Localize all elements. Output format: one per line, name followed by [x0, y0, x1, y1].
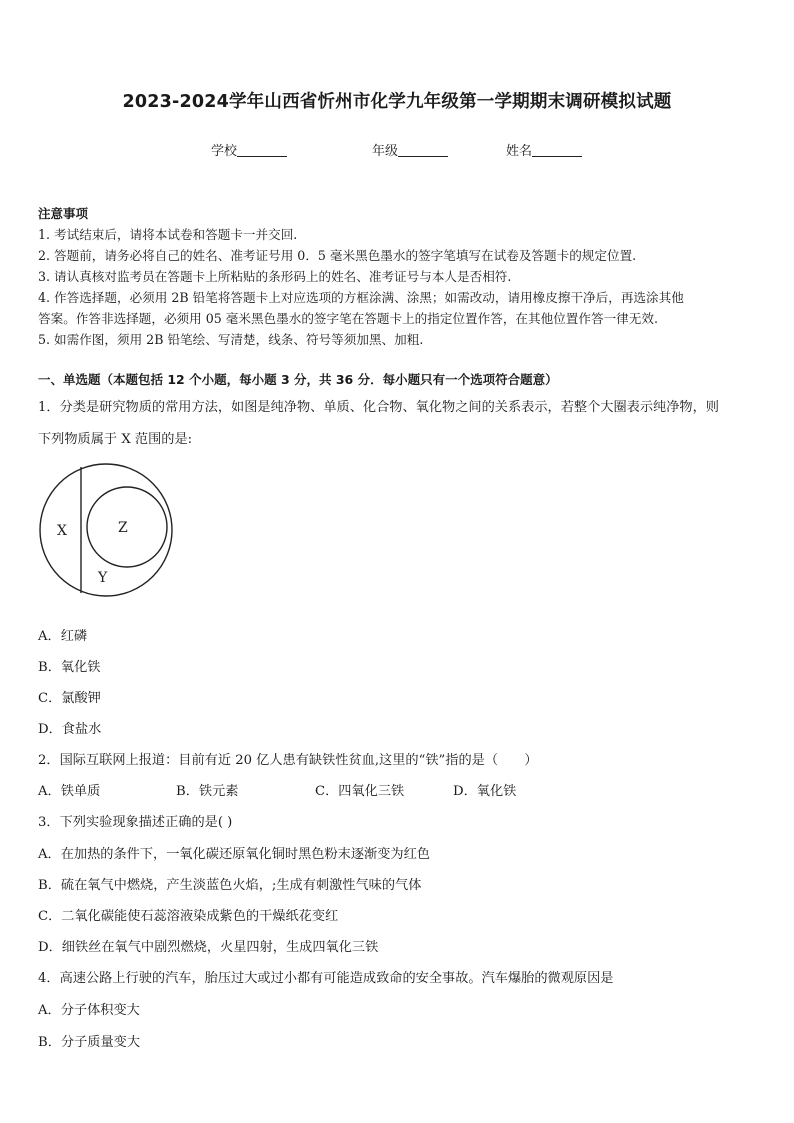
- option: A．在加热的条件下，一氧化碳还原氧化铜时黑色粉末逐渐变为红色: [38, 847, 430, 862]
- note-item: 3. 请认真核对监考员在答题卡上所粘贴的条形码上的姓名、准考证号与本人是否相符.: [38, 269, 512, 284]
- option: C．四氧化三铁: [315, 784, 405, 799]
- section-heading: 一、单选题（本题包括 12 个小题，每小题 3 分，共 36 分．每小题只有一个选项符合题意）: [38, 372, 558, 387]
- option: D．细铁丝在氧气中剧烈燃烧，火星四射，生成四氧化三铁: [38, 940, 379, 955]
- option: C．氯酸钾: [38, 691, 101, 706]
- option: A．分子体积变大: [38, 1003, 140, 1018]
- note-item: 5. 如需作图，须用 2B 铅笔绘、写清楚，线条、符号等须加黑、加粗.: [38, 332, 424, 347]
- notes-heading: 注意事项: [38, 206, 89, 221]
- classification-diagram: [38, 462, 174, 598]
- school-field: [211, 140, 287, 159]
- grade-field: [372, 140, 448, 159]
- label-z: Z: [118, 520, 128, 536]
- note-item: 2. 答题前，请务必将自己的姓名、准考证号用 0．5 毫米黑色墨水的签字笔填写在试卷及答题卡的规定位置.: [38, 248, 637, 263]
- question-3-stem: 3．下列实验现象描述正确的是( ): [38, 815, 233, 830]
- option: A．红磷: [38, 629, 88, 644]
- school-label: 学校: [211, 144, 238, 159]
- note-item: 答案。作答非选择题，必须用 05 毫米黑色墨水的签字笔在答题卡上的指定位置作答，在其他位置作答一律无效.: [38, 311, 658, 326]
- name-label: 姓名: [506, 144, 533, 159]
- question-1-line-2: 下列物质属于 X 范围的是:: [38, 432, 193, 447]
- name-blank: [532, 143, 582, 157]
- name-field: [506, 140, 582, 159]
- option: D．氧化铁: [453, 784, 517, 799]
- note-item: 4. 作答选择题，必须用 2B 铅笔将答题卡上对应选项的方框涂满、涂黑；如需改动，请用橡皮擦干净后，再选涂其他: [38, 290, 684, 305]
- option: A．铁单质: [38, 784, 101, 799]
- option: B．铁元素: [176, 784, 239, 799]
- question-1-line-1: 1．分类是研究物质的常用方法，如图是纯净物、单质、化合物、氧化物之间的关系表示，若整个大圈表示纯净物，则: [38, 400, 719, 415]
- option: D．食盐水: [38, 722, 102, 737]
- grade-blank: [398, 143, 448, 157]
- school-blank: [237, 143, 287, 157]
- page-title: 2023-2024学年山西省忻州市化学九年级第一学期期末调研模拟试题: [122, 92, 672, 112]
- question-4-stem: 4．高速公路上行驶的汽车，胎压过大或过小都有可能造成致命的安全事故。汽车爆胎的微观原因是: [38, 971, 614, 986]
- option: B．分子质量变大: [38, 1035, 141, 1050]
- option: B．硫在氧气中燃烧，产生淡蓝色火焰，;生成有刺激性气味的气体: [38, 878, 422, 893]
- grade-label: 年级: [372, 144, 399, 159]
- label-x: X: [57, 523, 67, 539]
- note-item: 1. 考试结束后，请将本试卷和答题卡一并交回.: [38, 227, 298, 242]
- option: C．二氧化碳能使石蕊溶液染成紫色的干燥纸花变红: [38, 909, 339, 924]
- question-2-stem: 2．国际互联网上报道：目前有近 20 亿人患有缺铁性贫血,这里的“铁”指的是（ ）: [38, 753, 538, 768]
- option: B．氧化铁: [38, 660, 101, 675]
- label-y: Y: [98, 570, 108, 586]
